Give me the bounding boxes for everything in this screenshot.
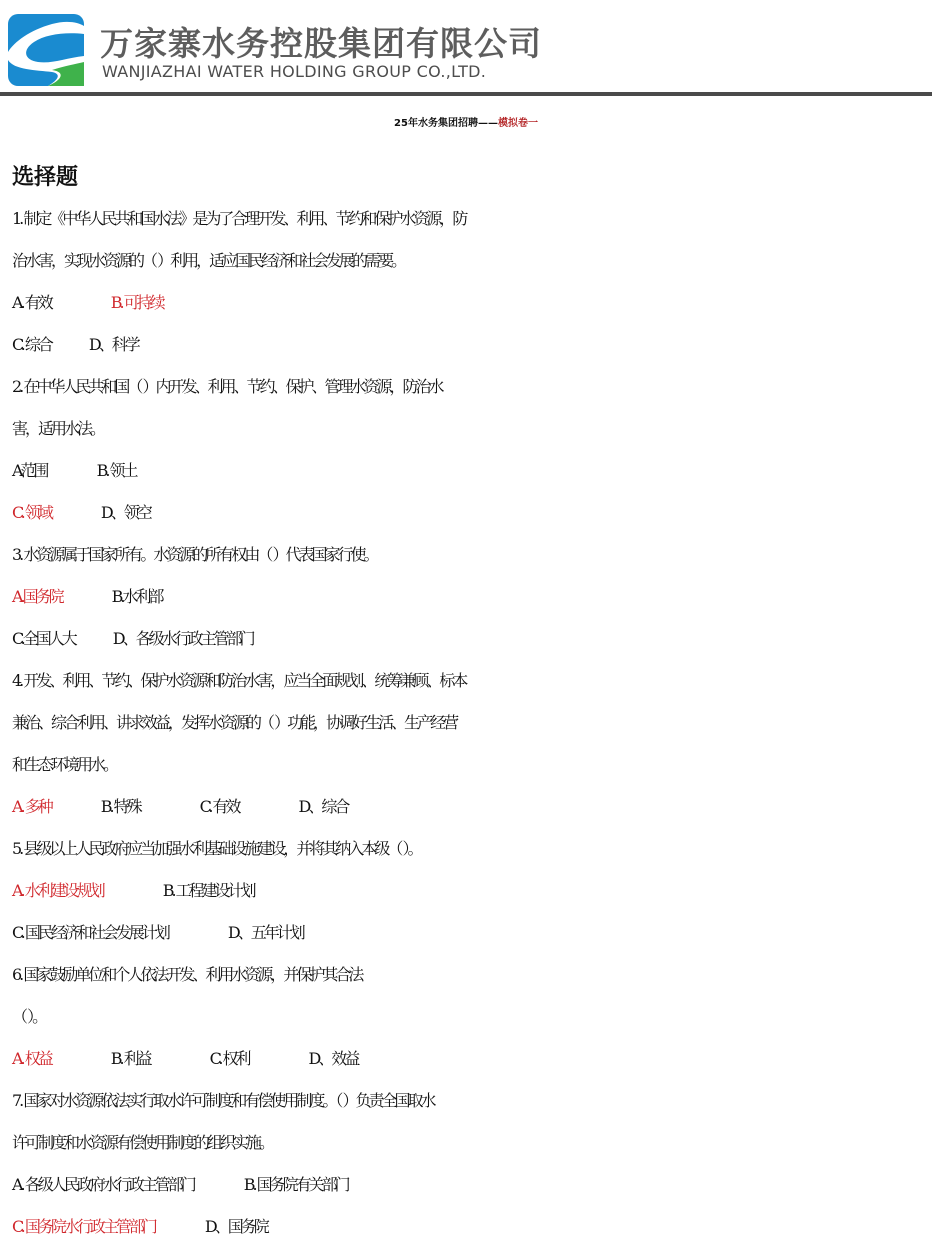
correct-option: A. 权益 <box>12 1049 51 1068</box>
option-text: B. 特殊 <box>100 797 140 816</box>
option-text: C. 有效 <box>199 797 239 816</box>
company-logo-icon <box>8 14 84 86</box>
correct-option: B. 可持续 <box>110 293 163 312</box>
section-heading: 选择题 <box>12 165 79 190</box>
option-text: C. 权利 <box>209 1049 249 1068</box>
question-list <box>12 198 922 1248</box>
question-2-stem: 2. 在中华人民共和国（ ）内开发、利用、节约、保护、管理水资源，防治水 <box>12 377 442 396</box>
question-1-stem-cont: 治水害，实现水资源的（ ）利用，适应国民经济和社会发展的需要。 <box>12 251 405 270</box>
option-text: A. 有效 <box>12 293 51 312</box>
option-text: D、国务院 <box>204 1217 267 1236</box>
option-text: D、综合 <box>298 797 348 816</box>
question-7-stem: 7. 国家对水资源依法实行取水许可制度和有偿使用制度。（ ）负责全国取水 <box>12 1091 434 1110</box>
question-6-stem: 6. 国家鼓励单位和个人依法开发、利用水资源，并保护其合法 <box>12 965 362 984</box>
option-text: D、效益 <box>308 1049 358 1068</box>
question-6-options <box>12 1038 922 1080</box>
question-5-stem: 5. 县级以上人民政府应当加强水利基础设施建设，并将其纳入本级（ ）。 <box>12 839 421 858</box>
correct-option: A.国务院 <box>12 587 62 606</box>
option-text: B.水利部 <box>111 587 162 606</box>
question-1-options-cd <box>12 324 922 366</box>
question-4-stem-end: 和生态环境用水。 <box>12 755 117 774</box>
question-5-options-ab <box>12 870 922 912</box>
page-title <box>0 114 932 129</box>
option-text: C. 综合 <box>12 335 51 354</box>
option-text: B. 利益 <box>110 1049 150 1068</box>
correct-option: C. 领域 <box>12 503 51 522</box>
question-2-options-ab <box>12 450 922 492</box>
title-accent: 模拟卷一 <box>497 118 538 129</box>
header-divider <box>0 92 932 96</box>
question-2-options-cd <box>12 492 922 534</box>
correct-option: A. 多种 <box>12 797 51 816</box>
question-3-options-ab <box>12 576 922 618</box>
correct-option: A. 水利建设规划 <box>12 881 103 900</box>
option-text: B. 领土 <box>96 461 136 480</box>
question-6-stem-cont: （ ）。 <box>12 1007 46 1026</box>
question-4-options <box>12 786 922 828</box>
option-text: A范围 <box>12 461 47 480</box>
question-1-stem: 1. 制定《中华人民共和国水法》是为了合理开发、利用、节约和保护水资源，防 <box>12 209 466 228</box>
option-text: B. 国务院有关部门 <box>243 1175 348 1194</box>
option-text: D、领空 <box>100 503 150 522</box>
question-3-options-cd <box>12 618 922 660</box>
option-text: C. 国民经济和社会发展计划 <box>12 923 168 942</box>
document-header <box>0 0 932 96</box>
question-7-stem-cont: 许可制度和水资源有偿使用制度的组织实施。 <box>12 1133 273 1152</box>
option-text: B. 工程建设计划 <box>162 881 254 900</box>
option-text: C.全国人大 <box>12 629 75 648</box>
option-text: D、科学 <box>88 335 138 354</box>
company-name-cn: 万家寨水务控股集团有限公司 <box>100 24 542 63</box>
question-2-stem-cont: 害，适用水法。 <box>12 419 104 438</box>
question-7-options-cd <box>12 1206 922 1248</box>
question-3-stem: 3. 水资源属于国家所有。水资源的所有权由（ ）代表国家行使。 <box>12 545 377 564</box>
option-text: D、五年计划 <box>227 923 303 942</box>
option-text: A. 各级人民政府水行政主管部门 <box>12 1175 194 1194</box>
question-7-options-ab <box>12 1164 922 1206</box>
question-4-stem-cont: 兼治、综合利用、讲求效益，发挥水资源的（ ）功能，协调好生活、生产经营 <box>12 713 457 732</box>
question-5-options-cd <box>12 912 922 954</box>
correct-option: C. 国务院水行政主管部门 <box>12 1217 155 1236</box>
company-name-en: WANJIAZHAI WATER HOLDING GROUP CO.,LTD. <box>102 62 487 81</box>
question-1-options-ab <box>12 282 922 324</box>
option-text: D、各级水行政主管部门 <box>112 629 253 648</box>
question-4-stem: 4. 开发、利用、节约、保护水资源和防治水害，应当全面规划、统筹兼顾、标本 <box>12 671 466 690</box>
title-main: 25年水务集团招聘—— <box>394 118 498 129</box>
